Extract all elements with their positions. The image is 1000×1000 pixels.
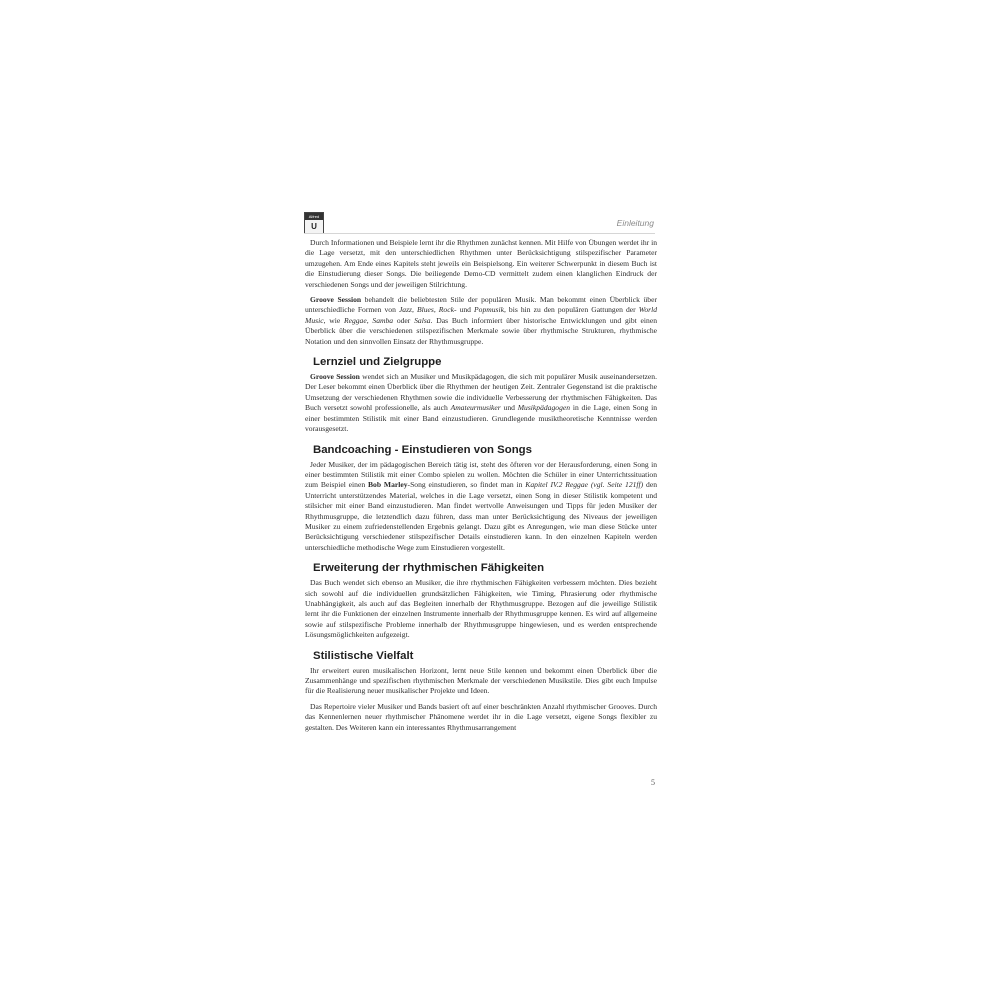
running-title: Einleitung xyxy=(616,218,654,228)
section-heading-lernziel: Lernziel und Zielgruppe xyxy=(313,356,442,369)
page-body xyxy=(305,238,657,738)
bandcoaching-paragraph: Jeder Musiker, der im pädagogischen Bereich tätig ist, steht des öfteren vor der Herausforderung, einen Song in einer bestimmten Stilistik mit einer Combo spielen zu wollen. Möchten die Schüler in einer Unterrichtssituation zum Beispiel einen Bob Marley-Song einstudieren, so findet man in Kapitel IV.2 Reggae (vgl. Seite 121ff) den Unterricht unterstützendes Material, welches in die Lage versetzt, einen Song in dieser Stilistik kompetent und stilsicher mit einer Band einzustudieren. Man findet wertvolle Anweisungen und Tipps für jeden Musiker der Rhythmusgruppe, die letztendlich dazu führen, dass man unter Berücksichtigung des Niveaus der jeweiligen Musiker zu einem zufriedenstellenden Ergebnis gelangt. Dazu gibt es Anregungen, wie man diese Stücke unter Berücksichtigung verschiedener stilspezifischer Details einstudieren kann. In den einzelnen Kapiteln werden unterschiedliche methodische Wege zum Einstudieren vorgestellt. xyxy=(305,459,657,552)
erweiterung-paragraph: Das Buch wendet sich ebenso an Musiker, die ihre rhythmischen Fähigkeiten verbessern möchten. Dies bezieht sich sowohl auf die individuellen grundsätzlichen Fähigkeiten, wie Timing, Phrasierung oder rhythmische Unabhängigkeit, als auch auf das Begleiten innerhalb der Rhythmusgruppe. Bezogen auf die jeweilige Stilistik lernt ihr die Funktionen der einzelnen Instrumente innerhalb der Rhythmusgruppe kennen. Es wird auf allgemeine sowie auf stilspezifische Probleme innerhalb der Rhythmusgruppe hingewiesen, und es werden entsprechende Lösungsmöglichkeiten aufgezeigt. xyxy=(305,578,657,640)
publisher-logo xyxy=(304,212,324,234)
book-title-bold: Groove Session xyxy=(310,295,362,305)
intro-paragraph-1: Durch Informationen und Beispiele lernt ihr die Rhythmen zunächst kennen. Mit Hilfe von Übungen werdet ihr in die Lage versetzt, mit den unterschiedlichen Rhythmen unter Berücksichtigung stilspezifischer Parameter umzugehen. Am Ende eines Kapitels steht jeweils ein Beispielsong. Ein weiterer Schwerpunkt in diesem Buch ist die Einstudierung dieser Songs. Die beiliegende Demo-CD vermittelt zudem einen klanglichen Eindruck der verschiedenen Songs und der jeweiligen Stilrichtung. xyxy=(305,238,657,289)
logo-text: Alfred xyxy=(305,213,323,220)
vielfalt-paragraph-2: Das Repertoire vieler Musiker und Bands basiert oft auf einer beschränkten Anzahl rhythmischer Grooves. Durch das Kennenlernen neuer rhythmischer Phänomene werdet ihr in die Lage versetzt, eigene Songs flexibler zu gestalten. Des Weiteren kann ein interessantes Rhythmusarrangement xyxy=(305,701,657,732)
logo-mark: U xyxy=(311,222,317,231)
section-heading-vielfalt: Stilistische Vielfalt xyxy=(313,649,414,662)
header-divider xyxy=(304,233,655,234)
vielfalt-paragraph-1: Ihr erweitert euren musikalischen Horizont, lernt neue Stile kennen und bekommt einen Überblick über die Zusammenhänge und spezifischen rhythmischen Merkmale der verschiedenen Musikstile. Dies gibt euch Impulse für die Realisierung neuer musikalischer Projekte und Ideen. xyxy=(305,665,657,696)
section-heading-erweiterung: Erweiterung der rhythmischen Fähigkeiten xyxy=(313,562,545,575)
section-heading-bandcoaching: Bandcoaching - Einstudieren von Songs xyxy=(313,443,532,456)
lernziel-paragraph: Groove Session wendet sich an Musiker und Musikpädagogen, die sich mit populärer Musik auseinandersetzen. Der Leser bekommt einen Überblick über die Rhythmen der heutigen Zeit. Zentraler Gegenstand ist die praktische Umsetzung der verschiedenen Rhythmen sowie die individuelle Verbesserung der rhythmischen Fähigkeiten. Das Buch versetzt sowohl professionelle, als auch Amateurmusiker und Musikpädagogen in die Lage, einen Song in einer bestimmten Stilistik mit einer Band einzustudieren. Grundlegende musiktheoretische Kenntnisse werden vorausgesetzt. xyxy=(305,372,657,434)
intro-paragraph-2: Groove Session behandelt die beliebtesten Stile der populären Musik. Man bekommt einen Überblick über unterschiedliche Formen von Jazz, Blues, Rock- und Popmusik, bis hin zu den populären Gattungen der World Music, wie Reggae, Samba oder Salsa. Das Buch informiert über historische Entwicklungen und gibt einen Überblick über die verschiedenen stilspezifischen Merkmale sowie über rhythmische Strukturen, rhythmische Notation und den sinnvollen Einsatz der Rhythmusgruppe. xyxy=(305,295,657,346)
page-number: 5 xyxy=(651,778,655,787)
